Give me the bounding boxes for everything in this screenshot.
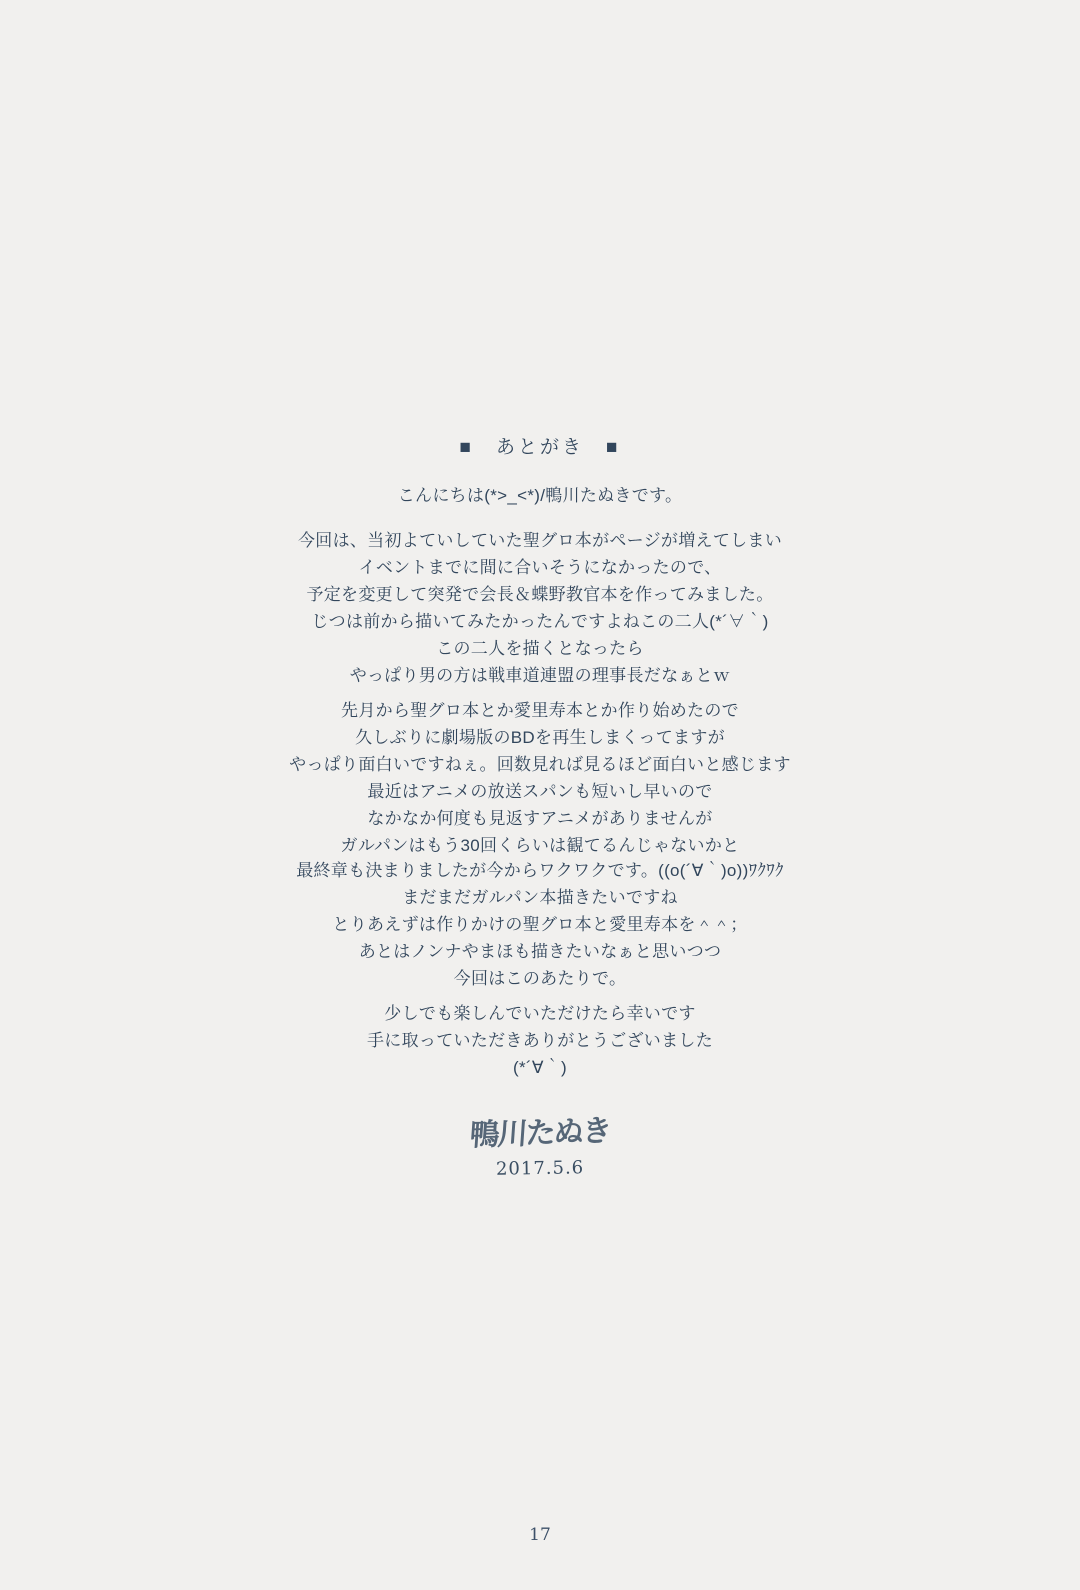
- afterword-line: なかなか何度も見返すアニメがありませんが: [367, 809, 713, 828]
- afterword-line: とりあえずは作りかけの聖グロ本と愛里寿本を＾＾；: [332, 915, 748, 934]
- afterword-line: (*´∀｀): [512, 1058, 568, 1077]
- page-number: 17: [529, 1525, 551, 1545]
- afterword-line: 少しでも楽しんでいただけたら幸いです: [384, 1004, 696, 1023]
- afterword-line: 久しぶりに劇場版のBDを再生しまくってますが: [355, 728, 725, 747]
- afterword-paragraph-1: [0, 527, 1080, 689]
- afterword-paragraph-4: [0, 1000, 1080, 1081]
- afterword-line: 今回はこのあたりで。: [453, 969, 627, 988]
- signature-date: 2017.5.6: [495, 1157, 585, 1180]
- afterword-line: やっぱり男の方は戦車道連盟の理事長だなぁとｗ: [349, 666, 731, 685]
- afterword-line: 最近はアニメの放送スパンも短いし早いので: [367, 782, 713, 801]
- afterword-line: じつは前から描いてみたかったんですよねこの二人(*´∀｀): [311, 612, 769, 631]
- signature-mark: 鴨川たぬき: [468, 1113, 612, 1154]
- afterword-line: 手に取っていただきありがとうございました: [367, 1031, 713, 1050]
- afterword-line: 予定を変更して突発で会長＆蝶野教官本を作ってみました。: [306, 585, 774, 604]
- afterword-line: あとはノンナやまほも描きたいなぁと思いつつ: [358, 942, 722, 961]
- afterword-line: やっぱり面白いですねぇ。回数見れば見るほど面白いと感じます: [289, 755, 791, 774]
- afterword-line: イベントまでに間に合いそうになかったので、: [358, 558, 722, 577]
- afterword-line: この二人を描くとなったら: [436, 639, 644, 658]
- afterword-paragraph-2: [0, 697, 1080, 859]
- greeting-line: こんにちは(*>_<*)/鴨川たぬきです。: [397, 486, 683, 505]
- afterword-line: ガルパンはもう30回くらいは観てるんじゃないかと: [340, 836, 740, 855]
- afterword-line: 今回は、当初よていしていた聖グロ本がページが増えてしまい: [297, 531, 783, 550]
- signature: [0, 1108, 1080, 1208]
- afterword-line: 最終章も決まりましたが今からワクワクです。((o(´∀｀)o))ﾜｸﾜｸ: [296, 861, 784, 880]
- afterword-paragraph-3: [0, 857, 1080, 992]
- page-title: ■ あとがき ■: [459, 437, 621, 458]
- afterword-line: まだまだガルパン本描きたいですね: [402, 888, 678, 907]
- afterword-line: 先月から聖グロ本とか愛里寿本とか作り始めたので: [341, 701, 739, 720]
